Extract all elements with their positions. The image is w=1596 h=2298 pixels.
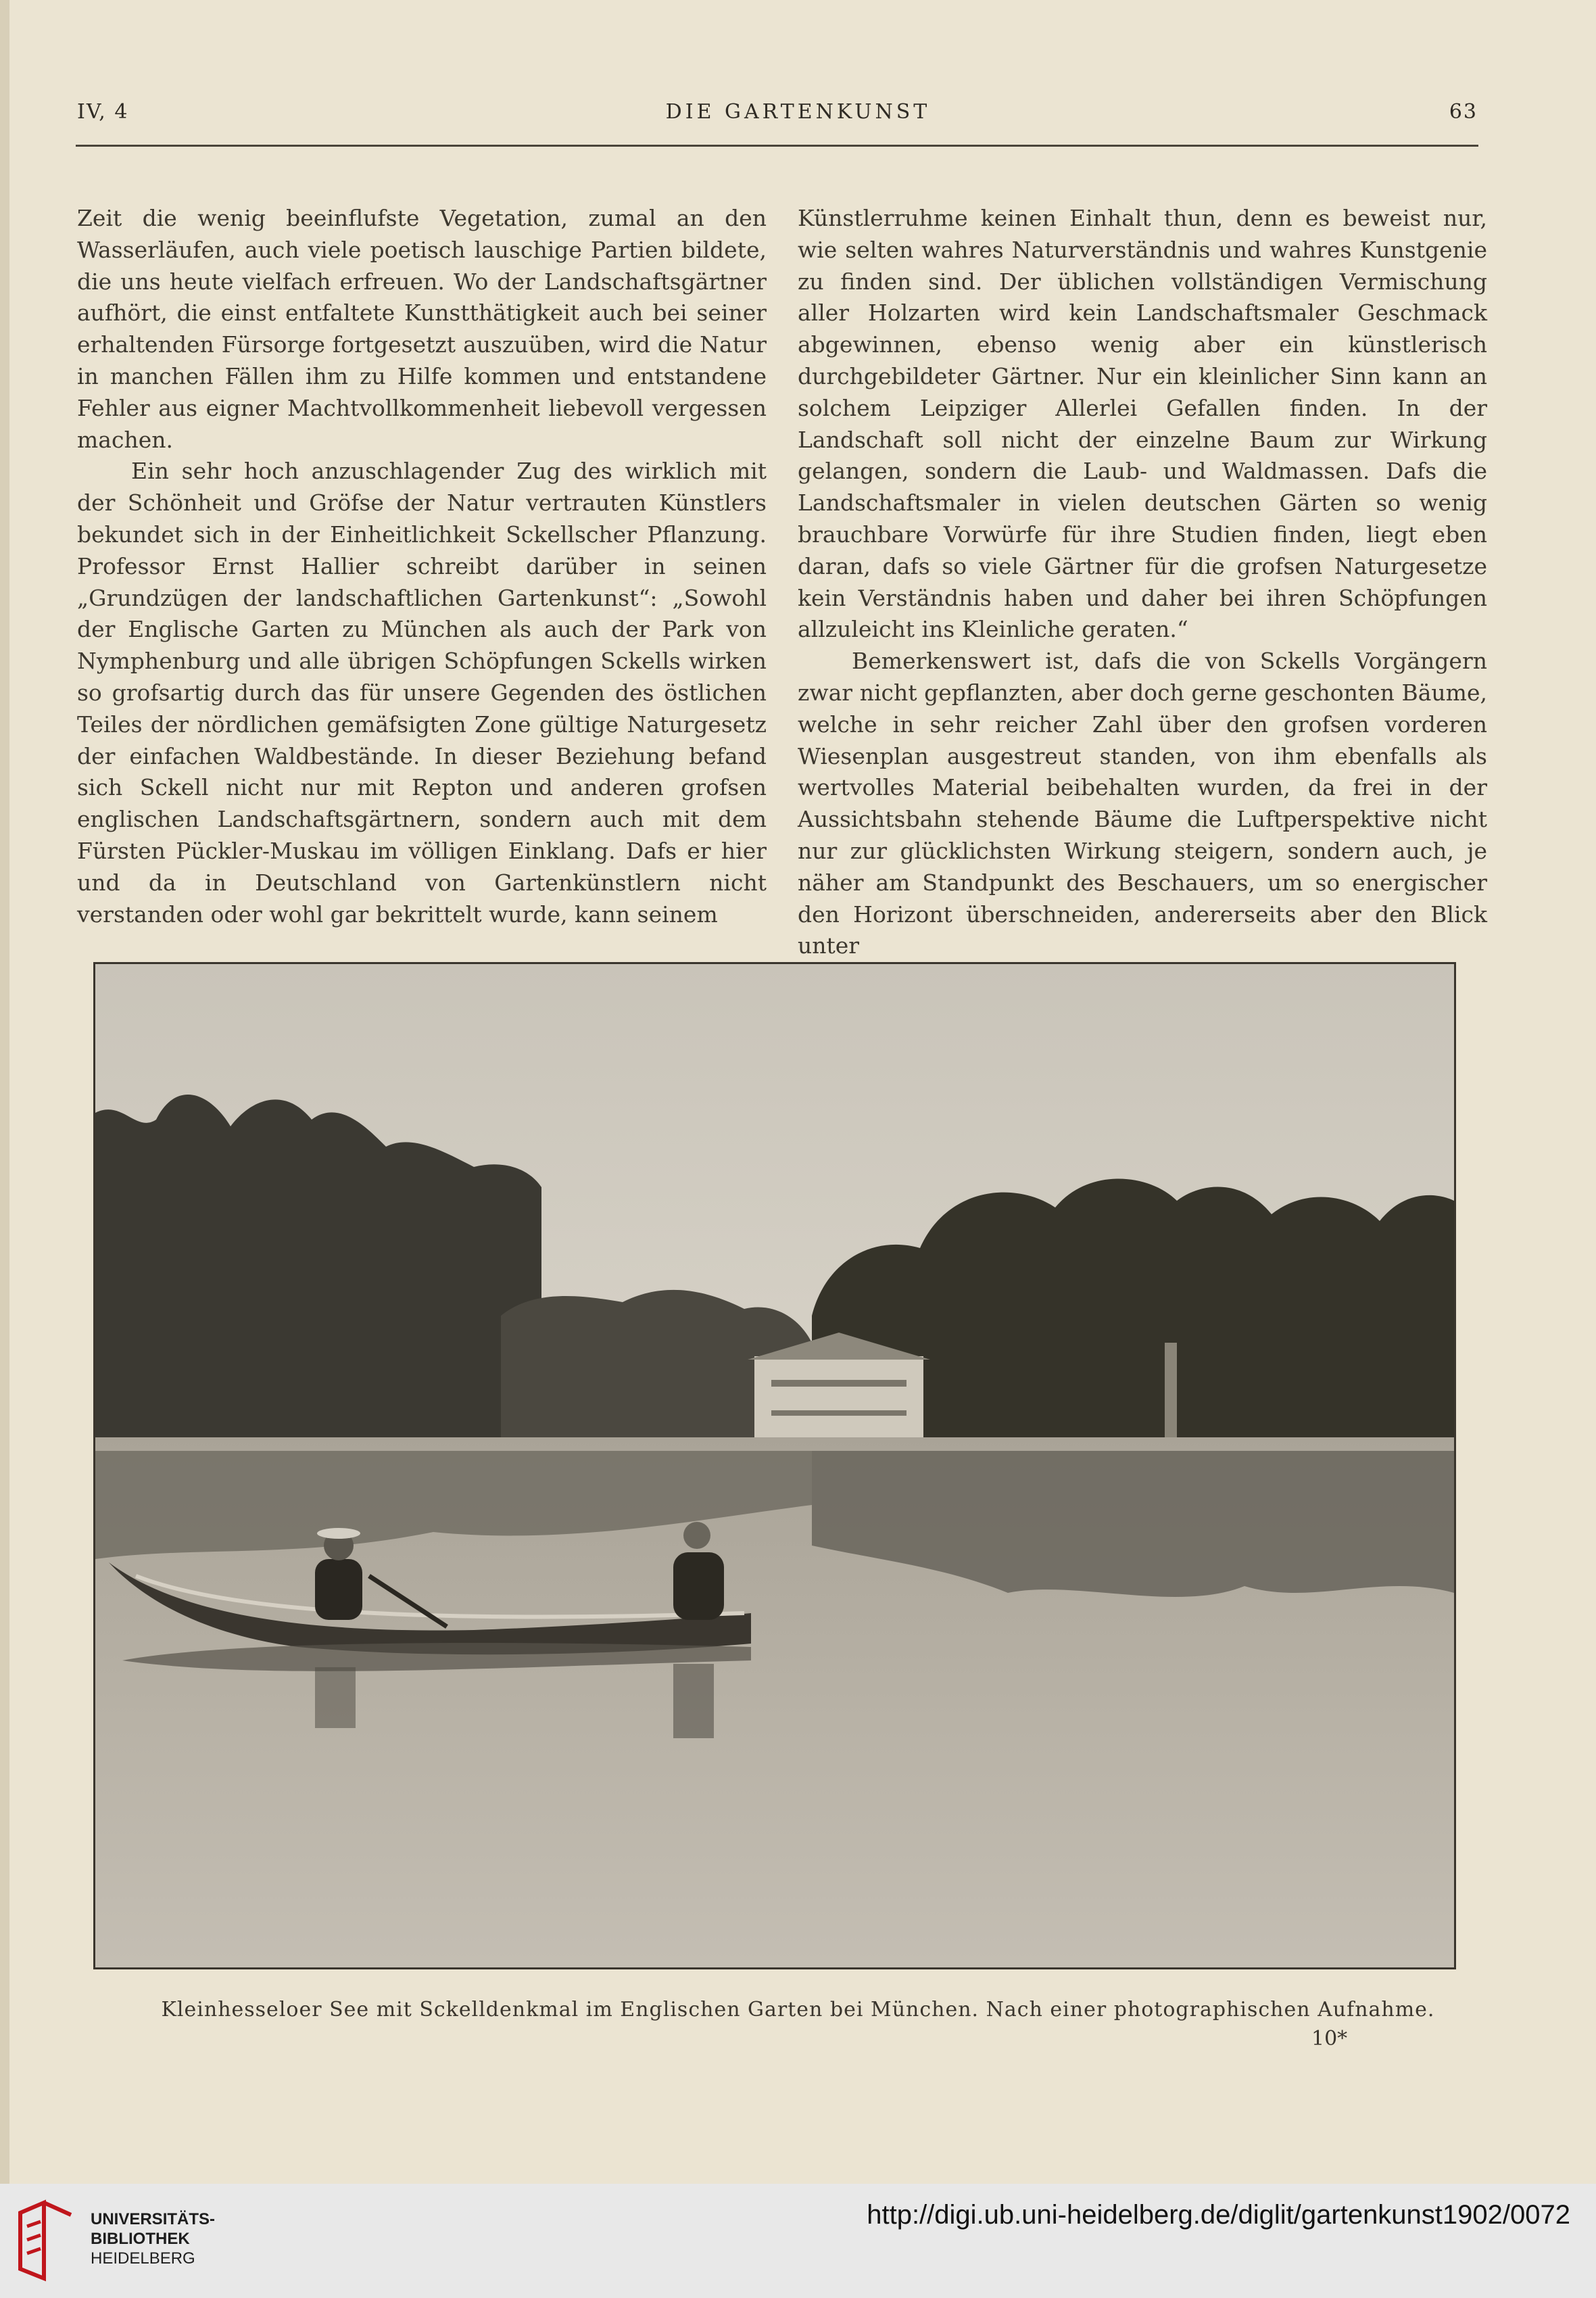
page-number: 63 [1449, 100, 1478, 124]
lake-photograph [93, 962, 1456, 1969]
paragraph: Zeit die wenig beeinflufste Vegetation, zumal an den Wasserläufen, auch viele poetisch lauschige Partien bildete, die uns heute vielfach erfreuen. Wo der Landschaftsgärtner aufhört, die einst entfaltete Kunstthätigkeit auch bei seiner erhaltenden Fürsorge fortgesetzt auszuüben, wird die Natur in manchen Fällen ihm zu Hilfe kommen und entstandene Fehler aus eigner Machtvollkommenheit liebevoll vergessen machen. [77, 205, 767, 453]
header-rule [76, 145, 1478, 147]
journal-title: DIE GARTENKUNST [665, 100, 931, 124]
library-logo-icon [14, 2196, 81, 2285]
volume-number: IV, 4 [77, 100, 129, 124]
figure-caption: Kleinhesseloer See mit Sckelldenkmal im Englischen Garten bei München. Nach einer photographischen Aufnahme. [161, 1998, 1435, 2021]
text-column-right [798, 203, 1487, 962]
paragraph: Ein sehr hoch anzuschlagender Zug des wirklich mit der Schönheit und Gröfse der Natur vertrauten Künstlers bekundet sich in der Einheitlichkeit Sckellscher Pflanzung. Professor Ernst Hallier schreibt darüber in seinen „Grundzügen der landschaftlichen Gartenkunst“: „Sowohl der Englische Garten zu München als auch der Park von Nymphenburg und alle übrigen Schöpfungen Sckells wirken so grofsartig durch das für unsere Gegenden des östlichen Teiles der nördlichen gemäfsigten Zone gültige Naturgesetz der einfachen Waldbestände. In dieser Beziehung befand sich Sckell nicht nur mit Repton und anderen grofsen englischen Landschaftsgärtnern, sondern auch mit dem Fürsten Pückler-Muskau im völligen Einklang. Dafs er hier und da in Deutschland von Gartenkünstlern nicht verstanden oder wohl gar bekrittelt wurde, kann seinem [77, 458, 767, 928]
paragraph: Bemerkenswert ist, dafs die von Sckells Vorgängern zwar nicht gepflanzten, aber doch gerne geschonten Bäume, welche in sehr reicher Zahl über den grofsen vorderen Wiesenplan ausgestreut standen, von ihm ebenfalls als wertvolles Material beibehalten wurden, da frei in der Aussichtsbahn stehende Bäume die Luftperspektive nicht nur zur glücklichsten Wirkung steigern, sondern auch, je näher am Standpunkt des Beschauers, um so energischer den Horizont überschneiden, andererseits aber den Blick unter [798, 648, 1487, 959]
page-edge-shadow [0, 0, 9, 2184]
library-name-line: BIBLIOTHEK [91, 2230, 190, 2248]
paragraph: Künstlerruhme keinen Einhalt thun, denn es beweist nur, wie selten wahres Naturverständnis und wahres Kunstgenie zu finden sind. Der üblichen vollständigen Vermischung aller Holzarten wird kein Landschaftsmaler Geschmack abgewinnen, ebenso wenig aber ein künstlerisch durchgebildeter Gärtner. Nur ein kleinlicher Sinn kann an solchem Leipziger Allerlei Gefallen finden. In der Landschaft soll nicht der einzelne Baum zur Wirkung gelangen, sondern die Laub- und Waldmassen. Dafs die Landschaftsmaler in vielen deutschen Gärten so wenig brauchbare Vorwürfe für ihre Studien finden, liegt eben daran, dafs so viele Gärtner für die grofsen Naturgesetze kein Verständnis haben und daher bei ihren Schöpfungen allzuleicht ins Kleinliche geraten.“ [798, 205, 1487, 643]
library-name [91, 2209, 215, 2268]
library-name-line: HEIDELBERG [91, 2249, 195, 2268]
library-name-line: UNIVERSITÄTS- [91, 2210, 216, 2228]
text-column-left [77, 203, 767, 930]
sheet-signature: 10* [1311, 2027, 1348, 2051]
source-url-link[interactable]: http://digi.ub.uni-heidelberg.de/diglit/gartenkunst1902/0072 [867, 2200, 1570, 2230]
